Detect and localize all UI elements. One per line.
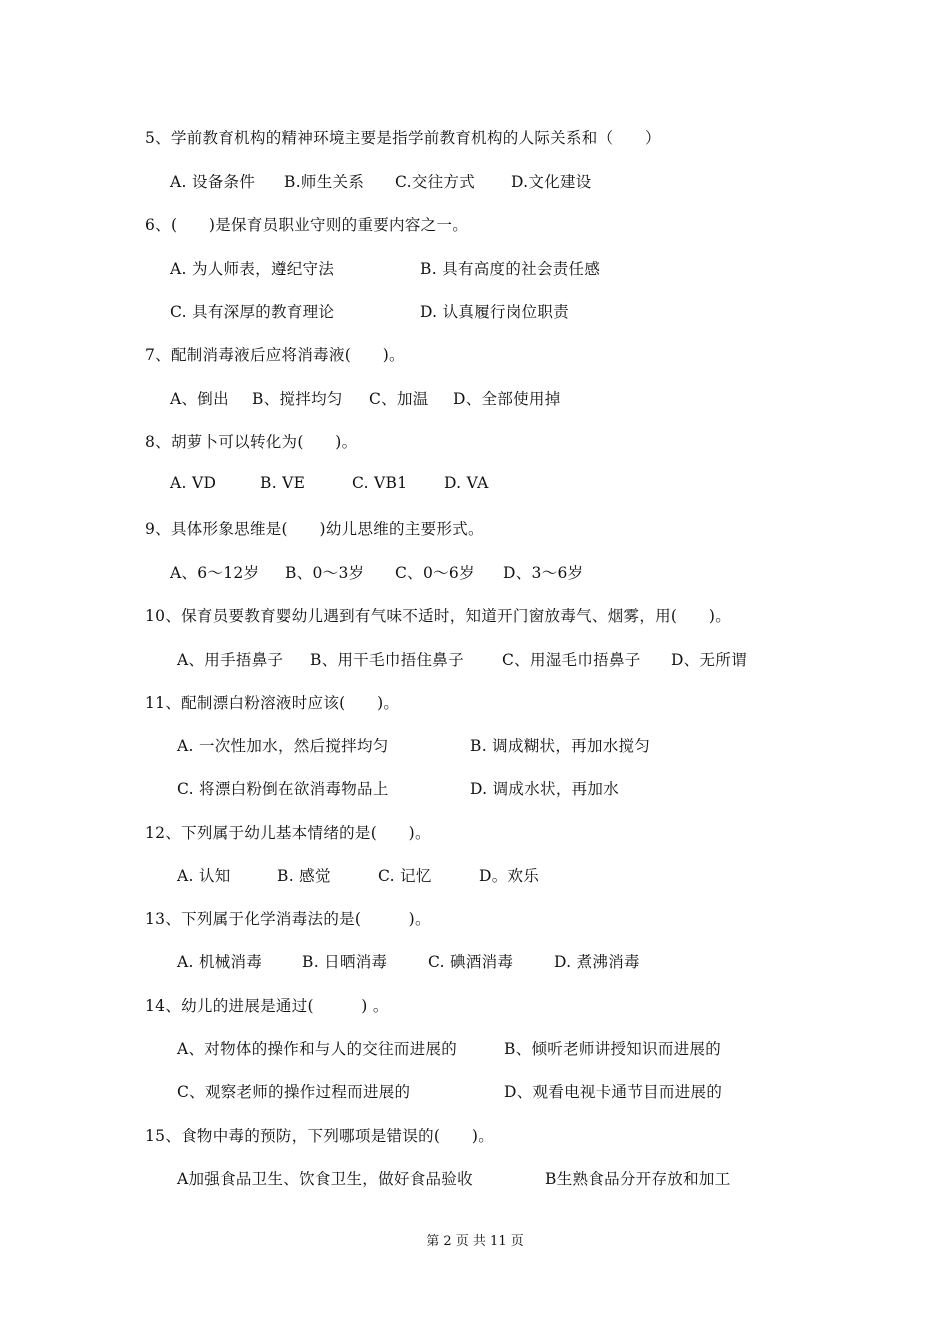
q11-option-d: D. 调成水状，再加水 bbox=[470, 780, 620, 798]
q14-option-b: B、倾听老师讲授知识而进展的 bbox=[504, 1040, 722, 1058]
q10-option-a: A、用手捂鼻子 bbox=[177, 651, 284, 669]
q12-option-c: C. 记忆 bbox=[378, 867, 432, 885]
question-15: 15、食物中毒的预防，下列哪项是错误的( )。 bbox=[145, 1127, 495, 1145]
q8-option-b: B. VE bbox=[260, 474, 306, 492]
page-number-footer: 第 2 页 共 11 页 bbox=[426, 1234, 524, 1249]
q11-option-a: A. 一次性加水，然后搅拌均匀 bbox=[177, 737, 389, 755]
question-6: 6、( )是保育员职业守则的重要内容之一。 bbox=[145, 216, 469, 234]
question-5: 5、学前教育机构的精神环境主要是指学前教育机构的人际关系和（ ） bbox=[145, 129, 661, 147]
q9-option-b: B、0～3岁 bbox=[285, 564, 365, 582]
q7-option-b: B、搅拌均匀 bbox=[252, 390, 343, 408]
q8-option-c: C. VB1 bbox=[352, 474, 408, 492]
q7-option-d: D、全部使用掉 bbox=[453, 390, 561, 408]
q5-option-c: C.交往方式 bbox=[395, 173, 476, 191]
q6-option-b: B. 具有高度的社会责任感 bbox=[420, 260, 601, 278]
q11-option-b: B. 调成糊状，再加水搅匀 bbox=[470, 737, 651, 755]
q5-option-d: D.文化建设 bbox=[511, 173, 592, 191]
q6-option-a: A. 为人师表，遵纪守法 bbox=[170, 260, 335, 278]
q15-option-a: A加强食品卫生、饮食卫生，做好食品验收 bbox=[177, 1170, 473, 1188]
question-12: 12、下列属于幼儿基本情绪的是( )。 bbox=[145, 824, 431, 842]
question-11: 11、配制漂白粉溶液时应该( )。 bbox=[145, 694, 400, 712]
q6-option-d: D. 认真履行岗位职责 bbox=[420, 303, 570, 321]
q5-option-a: A. 设备条件 bbox=[170, 173, 256, 191]
q13-option-a: A. 机械消毒 bbox=[177, 953, 263, 971]
q15-option-b: B生熟食品分开存放和加工 bbox=[545, 1170, 731, 1188]
q10-option-b: B、用干毛巾捂住鼻子 bbox=[310, 651, 464, 669]
q8-option-d: D. VA bbox=[444, 474, 489, 492]
question-9: 9、具体形象思维是( )幼儿思维的主要形式。 bbox=[145, 520, 484, 538]
q12-option-b: B. 感觉 bbox=[277, 867, 331, 885]
q13-option-d: D. 煮沸消毒 bbox=[554, 953, 640, 971]
q9-option-c: C、0～6岁 bbox=[395, 564, 475, 582]
q7-option-a: A、倒出 bbox=[170, 390, 229, 408]
question-7: 7、配制消毒液后应将消毒液( )。 bbox=[145, 346, 405, 364]
question-14: 14、幼儿的进展是通过( ) 。 bbox=[145, 997, 389, 1015]
q14-option-a: A、对物体的操作和与人的交往而进展的 bbox=[177, 1040, 458, 1058]
q10-option-d: D、无所谓 bbox=[671, 651, 747, 669]
q6-option-c: C. 具有深厚的教育理论 bbox=[170, 303, 335, 321]
q12-option-a: A. 认知 bbox=[177, 867, 231, 885]
question-10: 10、保育员要教育婴幼儿遇到有气味不适时，知道开门窗放毒气、烟雾，用( )。 bbox=[145, 607, 732, 625]
q11-option-c: C. 将漂白粉倒在欲消毒物品上 bbox=[177, 780, 389, 798]
q7-option-c: C、加温 bbox=[369, 390, 429, 408]
q14-option-c: C、观察老师的操作过程而进展的 bbox=[177, 1083, 411, 1101]
q9-option-a: A、6～12岁 bbox=[170, 564, 260, 582]
q13-option-b: B. 日晒消毒 bbox=[302, 953, 388, 971]
question-13: 13、下列属于化学消毒法的是( )。 bbox=[145, 910, 431, 928]
q14-option-d: D、观看电视卡通节目而进展的 bbox=[504, 1083, 723, 1101]
q13-option-c: C. 碘酒消毒 bbox=[428, 953, 514, 971]
q9-option-d: D、3～6岁 bbox=[503, 564, 584, 582]
q12-option-d: D。欢乐 bbox=[479, 867, 540, 885]
q5-option-b: B.师生关系 bbox=[284, 173, 365, 191]
q10-option-c: C、用湿毛巾捂鼻子 bbox=[502, 651, 641, 669]
q8-option-a: A. VD bbox=[170, 474, 217, 492]
question-8: 8、胡萝卜可以转化为( )。 bbox=[145, 433, 358, 451]
